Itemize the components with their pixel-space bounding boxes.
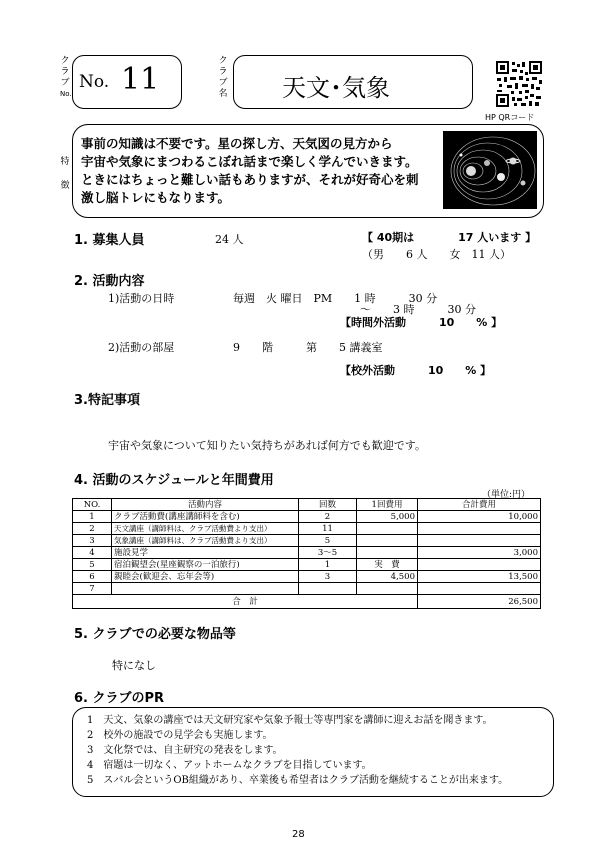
total-value: 26,500 bbox=[418, 595, 541, 609]
header-activity: 活動内容 bbox=[112, 499, 299, 511]
pr-box bbox=[72, 707, 554, 797]
table-row: 4 施設見学 3～5 3,000 bbox=[73, 547, 541, 559]
table-row: 2 天文講座（講師料は、クラブ活動費より支出） 11 bbox=[73, 523, 541, 535]
header-count: 回数 bbox=[299, 499, 357, 511]
section4-title: 4. 活動のスケジュールと年間費用 bbox=[74, 473, 274, 488]
unit-label: （単位:円） bbox=[482, 490, 531, 500]
section2-title: 2. 活動内容 bbox=[74, 274, 145, 289]
club-name-label: ク ラ ブ 名 bbox=[218, 56, 228, 99]
header-unit-cost: 1回費用 bbox=[357, 499, 418, 511]
special-notes: 宇宙や気象について知りたい気持ちがあれば何方でも歓迎です。 bbox=[108, 439, 426, 452]
club-name: 天文･気象 bbox=[282, 74, 390, 102]
table-row: 6 親睦会(歓迎会、忘年会等) 3 4,500 13,500 bbox=[73, 571, 541, 583]
total-label: 合 計 bbox=[73, 595, 418, 609]
pr-item: 4 宿題は一切なく、アットホームなクラブを目指しています。 bbox=[87, 760, 372, 771]
schedule-end: ～ 3 時 30 分 bbox=[360, 303, 476, 316]
table-row: 7 bbox=[73, 583, 541, 595]
required-items: 特になし bbox=[112, 659, 156, 672]
qr-caption: HP QRコード bbox=[485, 113, 535, 122]
schedule-table bbox=[72, 498, 541, 609]
outside-hours: 【時間外活動 10 % 】 bbox=[340, 316, 503, 329]
table-row: 1 クラブ活動費(講座講師料を含む) 2 5,000 10,000 bbox=[73, 511, 541, 523]
member-breakdown: （男 6 人 女 11 人） bbox=[362, 248, 511, 261]
current-members: 【 40期は 17 人います 】 bbox=[362, 231, 537, 244]
club-number: 11 bbox=[121, 62, 160, 97]
recruit-count: 24 人 bbox=[215, 233, 244, 246]
schedule-label: 1)活動の日時 bbox=[108, 292, 175, 305]
features-text: 事前の知識は不要です。星の探し方、天気図の見方から 宇宙や気象にまつわるこぼれ話まで楽しく学んでいきます。 ときにはちょっと難しい話もありますが、それが好奇心を刺 激し脳トレにもなります。 bbox=[81, 136, 419, 205]
header-no: NO. bbox=[73, 499, 112, 511]
room-value: 9 階 第 5 講義室 bbox=[233, 341, 383, 354]
page-number: 28 bbox=[292, 829, 305, 840]
pr-item: 2 校外の施設での見学会も実施します。 bbox=[87, 730, 273, 741]
header-total-cost: 合計費用 bbox=[418, 499, 541, 511]
number-prefix: No. bbox=[79, 72, 110, 92]
section5-title: 5. クラブでの必要な物品等 bbox=[74, 627, 236, 642]
pr-item: 5 スバル会というOB組織があり、卒業後も希望者はクラブ活動を継続することが出来ます。 bbox=[87, 775, 509, 786]
section1-title: 1. 募集人員 bbox=[74, 233, 145, 248]
pr-list bbox=[87, 713, 508, 788]
schedule-value: 毎週 火 曜日 PM 1 時 30 分 bbox=[233, 292, 438, 305]
table-row: 3 気象講座（講師料は、クラブ活動費より支出） 5 bbox=[73, 535, 541, 547]
table-row: 5 宿泊観望会(星座観察の一泊旅行) 1 実 費 bbox=[73, 559, 541, 571]
pr-item: 1 天文、気象の講座では天文研究家や気象予報士等専門家を講師に迎えお話を聞きます。 bbox=[87, 715, 493, 726]
club-number-box bbox=[72, 55, 182, 109]
features-label: 特 徴 bbox=[60, 157, 70, 191]
section3-title: 3.特記事項 bbox=[74, 393, 140, 408]
features-box bbox=[72, 124, 544, 218]
solar-system-image bbox=[443, 131, 537, 209]
club-no-label: ク ラ ブ No. bbox=[60, 56, 72, 98]
qr-code-image bbox=[495, 60, 543, 108]
club-name-box bbox=[233, 55, 473, 109]
table-total-row bbox=[73, 595, 541, 609]
room-label: 2)活動の部屋 bbox=[108, 341, 175, 354]
table-header-row bbox=[73, 499, 541, 511]
pr-item: 3 文化祭では、自主研究の発表をします。 bbox=[87, 745, 283, 756]
section6-title: 6. クラブのPR bbox=[74, 691, 165, 706]
outside-activity: 【校外活動 10 % 】 bbox=[340, 364, 492, 377]
